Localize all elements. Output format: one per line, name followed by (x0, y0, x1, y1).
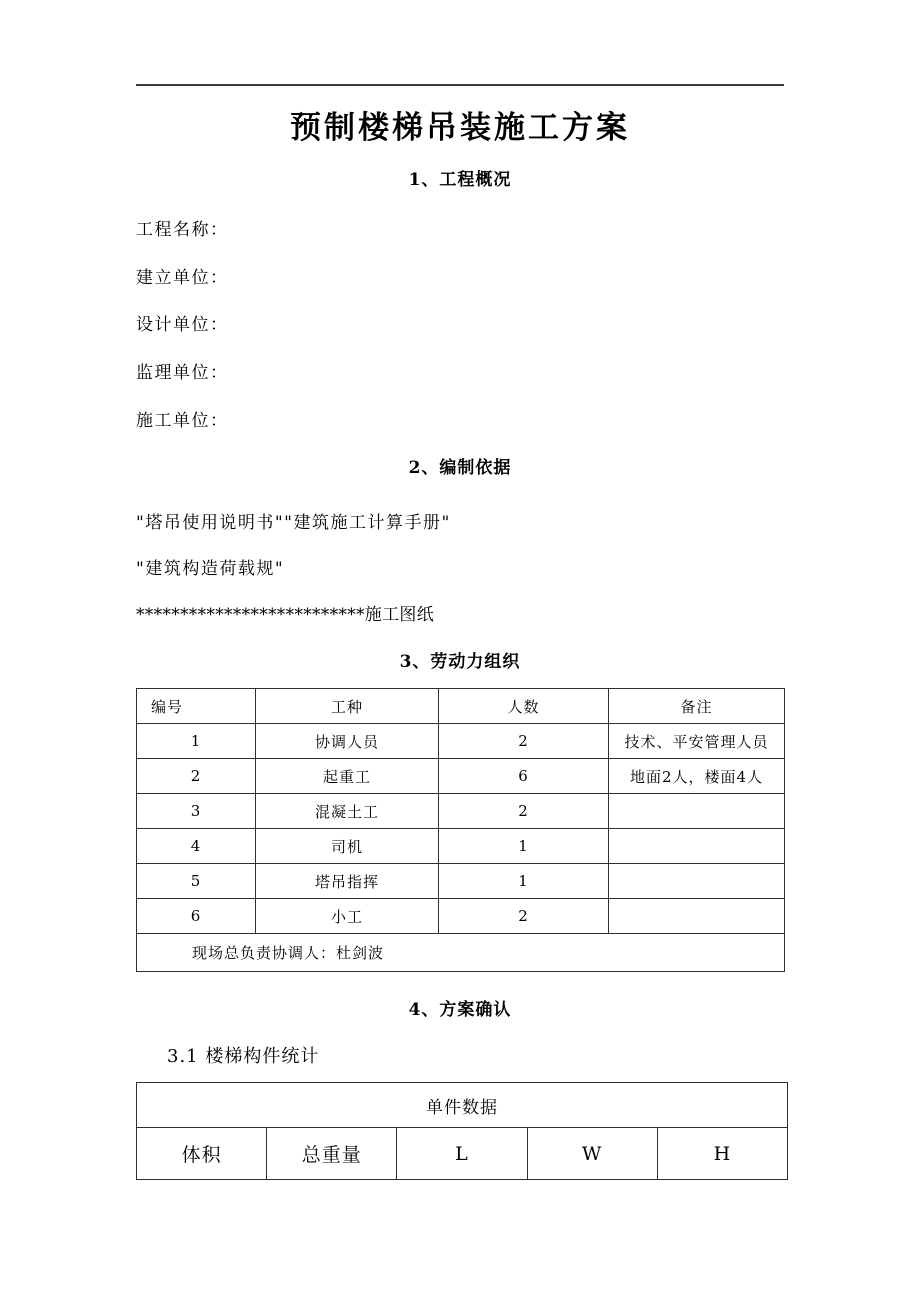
cell-count: 2 (439, 899, 609, 934)
cell-no: 6 (137, 899, 256, 934)
column-header-no: 编号 (137, 689, 256, 724)
cell-remark (609, 829, 785, 864)
project-field-name: 工程名称： (136, 220, 229, 240)
table-row (137, 899, 785, 934)
project-field-contractor: 施工单位： (136, 411, 229, 431)
cell-no: 1 (137, 724, 256, 759)
cell-remark: 地面2人，楼面4人 (609, 759, 785, 794)
basis-item-load-code: "建筑构造荷载规" (136, 559, 285, 579)
section-heading-basis: 2、编制依据 (408, 458, 512, 478)
labor-organization-table (136, 688, 785, 972)
cell-site-coordinator: 现场总负责协调人：杜剑波 (137, 934, 785, 972)
cell-count: 6 (439, 759, 609, 794)
column-header-height: H (657, 1128, 787, 1180)
header-rule (136, 84, 784, 86)
basis-item-manuals: "塔吊使用说明书""建筑施工计算手册" (136, 513, 451, 533)
page-title: 预制楼梯吊装施工方案 (290, 110, 630, 146)
section-heading-overview: 1、工程概况 (408, 170, 512, 190)
cell-remark (609, 864, 785, 899)
table-header-row (137, 1128, 788, 1180)
cell-count: 2 (439, 794, 609, 829)
table-row (137, 759, 785, 794)
column-header-single-unit-data: 单件数据 (137, 1083, 788, 1128)
column-header-total-weight: 总重量 (267, 1128, 397, 1180)
cell-no: 5 (137, 864, 256, 899)
cell-count: 1 (439, 864, 609, 899)
column-header-job: 工种 (256, 689, 439, 724)
stair-component-table (136, 1082, 788, 1180)
cell-remark: 技术、平安管理人员 (609, 724, 785, 759)
cell-job: 小工 (256, 899, 439, 934)
column-header-width: W (527, 1128, 657, 1180)
table-footer-row (137, 934, 785, 972)
column-header-remark: 备注 (609, 689, 785, 724)
project-field-supervisor: 监理单位： (136, 363, 229, 383)
table-row (137, 864, 785, 899)
cell-job: 塔吊指挥 (256, 864, 439, 899)
cell-remark (609, 794, 785, 829)
cell-job: 司机 (256, 829, 439, 864)
column-header-count: 人数 (439, 689, 609, 724)
table-header-row (137, 689, 785, 724)
cell-count: 1 (439, 829, 609, 864)
table-row (137, 794, 785, 829)
cell-remark (609, 899, 785, 934)
column-header-volume: 体积 (137, 1128, 267, 1180)
subsection-heading-stair-stats: 3.1 楼梯构件统计 (167, 1046, 320, 1067)
section-heading-labor: 3、劳动力组织 (399, 652, 521, 672)
cell-count: 2 (439, 724, 609, 759)
table-row (137, 829, 785, 864)
basis-item-drawings: **************************施工图纸 (136, 605, 434, 625)
project-field-designer: 设计单位： (136, 315, 229, 335)
cell-job: 协调人员 (256, 724, 439, 759)
column-header-length: L (397, 1128, 527, 1180)
cell-job: 起重工 (256, 759, 439, 794)
project-field-builder: 建立单位： (136, 268, 229, 288)
cell-job: 混凝土工 (256, 794, 439, 829)
cell-no: 2 (137, 759, 256, 794)
table-span-header-row (137, 1083, 788, 1128)
cell-no: 4 (137, 829, 256, 864)
cell-no: 3 (137, 794, 256, 829)
section-heading-confirmation: 4、方案确认 (408, 1000, 512, 1020)
table-row (137, 724, 785, 759)
